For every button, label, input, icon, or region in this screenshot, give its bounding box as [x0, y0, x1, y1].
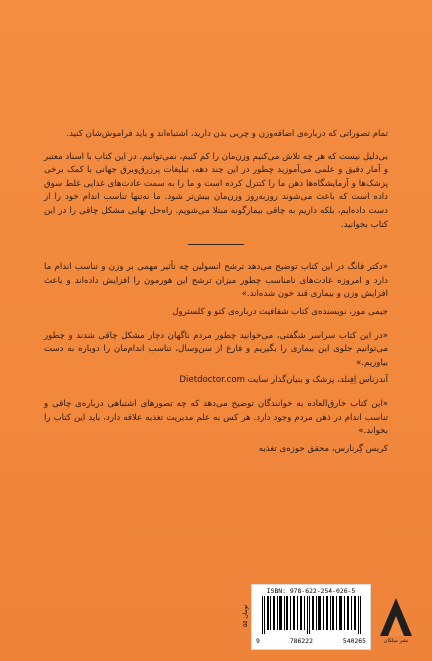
quote-text-1: «دکتر فانگ در این کتاب توضیح می‌دهد ترشح انسولین چه تأثیر مهمی بر وزن و تناسب اندام ما دارد و امروزه عادت‌های نامناسب چطور میزان ترشح این هورمون را افزایش داده‌اند و باعث افزایش وزن و بیماری قند خون شده‌اند.»	[44, 262, 388, 300]
quote-text-3: «این کتاب خارق‌العاده به خوانندگان توضیح می‌دهد که چه تصورهای اشتباهی درباره‌ی چاقی و تناسب اندام در ذهن مردم وجود دارد. هر کس به علم مدیریت تغذیه علاقه دارد، باید این کتاب را بخواند.»	[44, 398, 388, 437]
section-divider	[188, 244, 244, 245]
blurb-area	[44, 128, 388, 466]
quote-text-2: «در این کتاب سراسر شگفتی، می‌خوانید چطور مردم ناگهان دچار مشکل چاقی شدند و چطور می‌توانیم جلوی این بیماری را بگیریم و فارغ از سن‌وسال، تناسب اندام‌مان را دوباره به دست بیاوریم.»	[44, 330, 388, 368]
quote-block-1	[44, 261, 388, 319]
barcode-digits-right: 540265	[342, 637, 366, 645]
quote-attribution-2	[44, 374, 388, 388]
barcode	[251, 584, 371, 650]
quote-attribution-1: جیمی مور، نویسنده‌ی کتاب شفافیت درباره‌ی کتو و کلسترول	[172, 306, 388, 317]
quote-attribution-2-site: Dietdoctor.com	[179, 375, 245, 386]
isbn-label: ISBN: 978-622-254-026-5	[266, 587, 356, 595]
quote-block-2	[44, 330, 388, 388]
quote-attribution-3: کریس گِرنارس، محقق حوزه‌ی تغذیه	[258, 443, 388, 454]
quote-block-3	[44, 398, 388, 456]
quote-attribution-2-name: آندرناس اِفِنلد، پزشک و بنیان‌گذار سایت	[247, 375, 388, 386]
intro-paragraph-2: بی‌دلیل نیست که هر چه تلاش می‌کنیم وزن‌مان را کم کنیم، نمی‌توانیم. در این کتاب با اسناد معتبر و آمار دقیق و علمی می‌آموزید چطور در این چند دهه، تبلیغات پرزرق‌وبرق جهانی با کمک برخی پزشک‌ها و آزمایشگاه‌ها ذهن ما را کنترل کرده است و ما را به سمت عادت‌های غذایی غلط سوق داده است که باعث می‌شوند روزبه‌روز وزن‌مان بیش‌تر شود. ما نه‌تنها تناسب اندام خود را از دست داده‌ایم، بلکه داریم به چاقی بیمارگونه مبتلا می‌شویم. راه‌حل نهایی مشکل چاقی را در این کتاب بخوانید.	[44, 151, 388, 230]
publisher-label: نشر میلکان	[383, 638, 409, 644]
barcode-digits	[256, 637, 366, 645]
intro-paragraph-1: تمام تصوراتی که درباره‌ی اضافه‌وزن و چربی بدن دارید، اشتباه‌اند و باید فراموش‌شان کنید.	[66, 129, 388, 139]
price-label: ۵۵ تومان	[242, 604, 249, 628]
barcode-digits-mid: 786222	[289, 637, 313, 645]
barcode-bars	[260, 596, 364, 634]
barcode-digits-left: 9	[256, 637, 260, 645]
